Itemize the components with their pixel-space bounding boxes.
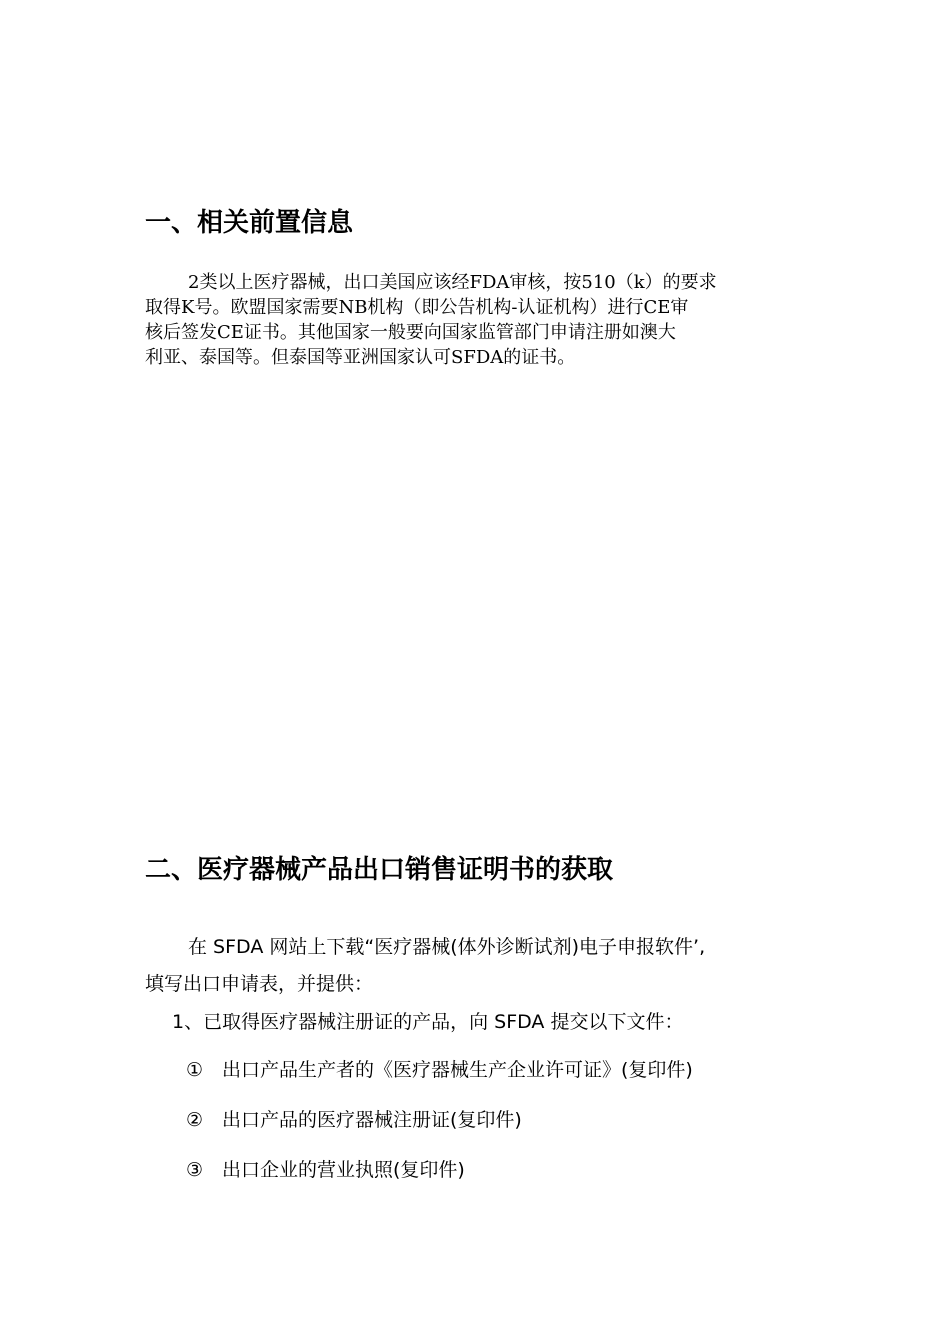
section2-sub-item bbox=[186, 1157, 465, 1183]
sub-item-text: 出口企业的营业执照(复印件) bbox=[222, 1159, 465, 1181]
section2-sub-item bbox=[186, 1107, 522, 1133]
circled-number-marker: ③ bbox=[186, 1159, 204, 1181]
section2-sub-item bbox=[186, 1057, 693, 1083]
section1-paragraph-line: 取得K号。欧盟国家需要NB机构（即公告机构-认证机构）进行CE审 bbox=[145, 297, 689, 318]
section1-paragraph-line: 核后签发CE证书。其他国家一般要向国家监管部门申请注册如澳大 bbox=[145, 322, 676, 343]
sub-item-text: 出口产品生产者的《医疗器械生产企业许可证》(复印件) bbox=[222, 1059, 693, 1081]
section2-list-item: 1、已取得医疗器械注册证的产品，向 SFDA 提交以下文件： bbox=[172, 1011, 684, 1033]
section1-paragraph bbox=[145, 270, 810, 370]
section2-heading: 二、医疗器械产品出口销售证明书的获取 bbox=[145, 855, 614, 885]
section2-intro-line: 在 SFDA 网站上下载“医疗器械(体外诊断试剂)电子申报软件’, bbox=[188, 936, 706, 958]
section1-paragraph-line: 2类以上医疗器械，出口美国应该经FDA审核，按510（k）的要求 bbox=[188, 272, 717, 293]
section2-intro-line: 填写出口申请表，并提供： bbox=[145, 973, 374, 995]
section1-heading: 一、相关前置信息 bbox=[145, 208, 354, 238]
sub-item-text: 出口产品的医疗器械注册证(复印件) bbox=[222, 1109, 522, 1131]
circled-number-marker: ② bbox=[186, 1109, 204, 1131]
section1-paragraph-line: 利亚、泰国等。但泰国等亚洲国家认可SFDA的证书。 bbox=[145, 347, 576, 368]
circled-number-marker: ① bbox=[186, 1059, 204, 1081]
